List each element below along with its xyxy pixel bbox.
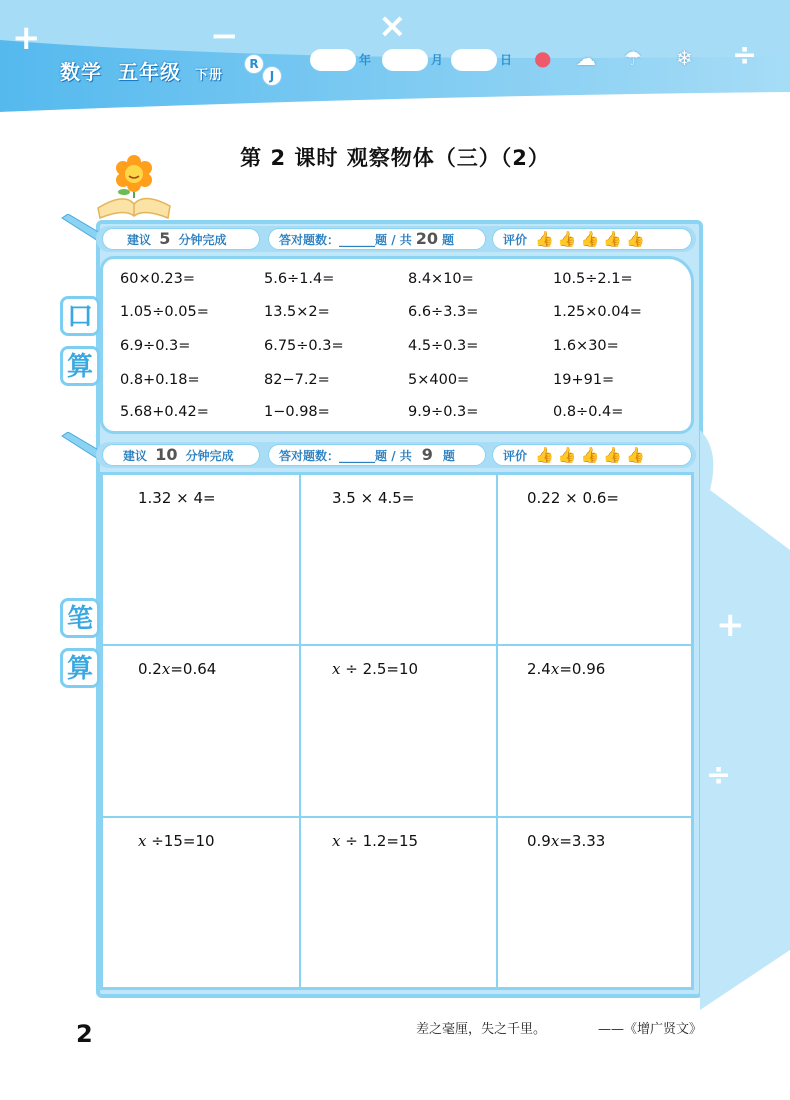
thumbs-up-icon[interactable]: 👍 [580, 230, 600, 248]
grade: 五年级 [117, 60, 181, 84]
month-label: 月 [431, 53, 444, 67]
written-problem [527, 660, 605, 678]
total-suffix: 题 [442, 233, 455, 247]
written-side-label-2: 算 [60, 648, 100, 688]
problem-text: ÷15=10 [146, 832, 215, 850]
problem-variable: x [550, 660, 560, 678]
thumbs-up-icon[interactable]: 👍 [557, 446, 577, 464]
correct-label: 答对题数： [279, 233, 340, 247]
oral-problem: 13.5×2= [264, 304, 330, 320]
suggest-prefix: 建议 [123, 449, 148, 463]
suggest-minutes: 10 [155, 445, 178, 464]
oral-problem: 9.9÷0.3= [408, 404, 479, 420]
divide-decoration: ÷ [732, 38, 758, 73]
total-prefix: 题 / 共 [375, 449, 412, 463]
oral-problem: 5.68+0.42= [120, 404, 209, 420]
eval-label: 评价 [503, 449, 528, 463]
grid-line [496, 474, 498, 988]
oral-problem: 5.6÷1.4= [264, 271, 335, 287]
eval-label: 评价 [503, 233, 528, 247]
thumbs-up-icon[interactable]: 👍 [625, 446, 645, 464]
proverb-source: ——《增广贤文》 [598, 1022, 703, 1037]
written-evaluation [492, 444, 692, 466]
oral-problem: 5×400= [408, 372, 470, 388]
plus-decoration: + [12, 18, 41, 58]
problem-variable: x [332, 660, 341, 678]
snow-icon[interactable]: ❄ [676, 46, 693, 70]
oral-problem: 1.25×0.04= [553, 304, 642, 320]
times-decoration: × [378, 6, 407, 46]
grid-line [102, 816, 692, 818]
oral-problem: 6.75÷0.3= [264, 338, 344, 354]
lesson-title: 第 2 课时 观察物体（三）（2） [240, 146, 550, 170]
problem-variable: x [138, 832, 147, 850]
correct-blank[interactable]: ______ [339, 233, 376, 247]
oral-problem: 82−7.2= [264, 372, 330, 388]
oral-problem: 6.6÷3.3= [408, 304, 479, 320]
correct-label: 答对题数： [279, 449, 340, 463]
written-problem [138, 832, 215, 850]
total-prefix: 题 / 共 [375, 233, 412, 247]
written-score [268, 444, 486, 466]
oral-problem: 6.9÷0.3= [120, 338, 191, 354]
oral-problem: 1.05÷0.05= [120, 304, 209, 320]
problem-text: 0.2 [138, 660, 162, 678]
problem-text: ÷ 1.2=15 [340, 832, 419, 850]
oral-problem: 19+91= [553, 372, 615, 388]
written-problem [138, 489, 216, 507]
oral-side-label-1: 口 [60, 296, 100, 336]
rain-icon[interactable]: ☂ [624, 46, 642, 70]
suggest-prefix: 建议 [127, 233, 152, 247]
written-problem [332, 489, 414, 507]
written-problem [332, 660, 418, 678]
problem-text: 2.4 [527, 660, 551, 678]
edition-badge-j: J [262, 66, 282, 86]
minus-decoration: − [210, 16, 239, 56]
year-label: 年 [359, 53, 372, 67]
flower-book-illustration [94, 152, 174, 222]
thumbs-up-icon[interactable]: 👍 [625, 230, 645, 248]
sun-icon[interactable]: ● [534, 46, 552, 70]
subject-grade-title [60, 56, 223, 85]
oral-score [268, 228, 486, 250]
problem-text: 3.5 × 4.5= [332, 489, 415, 507]
month-field[interactable] [382, 49, 428, 71]
thumbs-up-icon[interactable]: 👍 [603, 446, 622, 464]
written-side-label-1: 笔 [60, 598, 100, 638]
plus-decoration-right: + [716, 605, 745, 645]
oral-problem: 0.8+0.18= [120, 372, 200, 388]
oral-suggested-time [102, 228, 260, 250]
problem-text: 0.22 × 0.6= [527, 489, 619, 507]
side-tab-decoration [680, 430, 790, 1030]
thumbs-up-icon[interactable]: 👍 [580, 446, 600, 464]
correct-blank[interactable]: ______ [339, 449, 376, 463]
volume: 下册 [194, 68, 223, 83]
oral-problem: 0.8÷0.4= [553, 404, 624, 420]
problem-variable: x [550, 832, 560, 850]
written-problem [332, 832, 418, 850]
written-problems-grid [100, 472, 694, 990]
written-problem [527, 489, 619, 507]
suggest-suffix: 分钟完成 [178, 233, 227, 247]
total-count: 9 [421, 445, 433, 464]
oral-problem: 1.6×30= [553, 338, 619, 354]
written-problem [138, 660, 216, 678]
oral-problem: 60×0.23= [120, 271, 196, 287]
problem-text: =3.33 [559, 832, 606, 850]
grid-line [102, 644, 692, 646]
oral-problem: 4.5÷0.3= [408, 338, 479, 354]
subject: 数学 [60, 60, 102, 84]
thumbs-up-icon[interactable]: 👍 [557, 230, 577, 248]
oral-problem: 8.4×10= [408, 271, 474, 287]
total-count: 20 [415, 229, 439, 248]
cloud-sun-icon[interactable]: ☁ [576, 46, 596, 70]
oral-problem: 10.5÷2.1= [553, 271, 633, 287]
page-number: 2 [76, 1020, 93, 1048]
written-suggested-time [102, 444, 260, 466]
oral-problem: 1−0.98= [264, 404, 330, 420]
oral-evaluation [492, 228, 692, 250]
proverb: 差之毫厘，失之千里。 [416, 1022, 547, 1037]
problem-text: =0.96 [559, 660, 606, 678]
day-label: 日 [500, 53, 513, 67]
problem-text: ÷ 2.5=10 [340, 660, 419, 678]
problem-variable: x [161, 660, 171, 678]
suggest-suffix: 分钟完成 [185, 449, 234, 463]
problem-text: =0.64 [170, 660, 217, 678]
written-problem [527, 832, 605, 850]
year-field[interactable] [310, 49, 356, 71]
oral-side-label-2: 算 [60, 346, 100, 386]
thumbs-up-icon[interactable]: 👍 [535, 446, 554, 464]
problem-text: 1.32 × 4= [138, 489, 216, 507]
problem-text: 0.9 [527, 832, 551, 850]
divide-decoration-right: ÷ [706, 758, 732, 793]
suggest-minutes: 5 [159, 229, 171, 248]
grid-line [299, 474, 301, 988]
day-field[interactable] [451, 49, 497, 71]
thumbs-up-icon[interactable]: 👍 [535, 230, 554, 248]
thumbs-up-icon[interactable]: 👍 [603, 230, 622, 248]
total-suffix: 题 [442, 449, 455, 463]
problem-variable: x [332, 832, 341, 850]
edition-badge-r: R [244, 54, 264, 74]
